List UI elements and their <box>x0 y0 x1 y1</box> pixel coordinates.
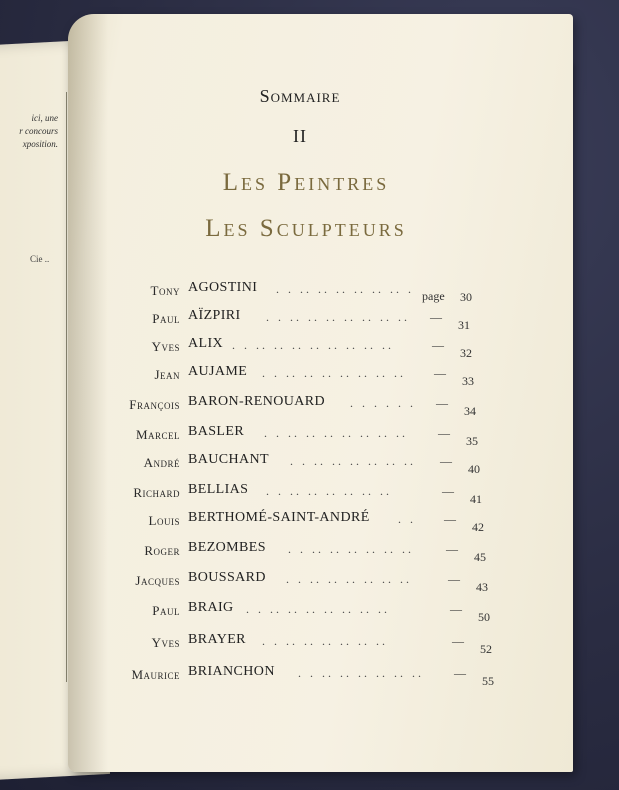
last-name: BASLER <box>188 424 245 439</box>
page-label: page <box>422 289 445 303</box>
list-item <box>0 632 619 654</box>
page-dash: — <box>430 310 442 324</box>
page-number: 32 <box>460 346 472 360</box>
page-dash: — <box>444 512 456 526</box>
page-dash: — <box>432 338 444 352</box>
gutter-shadow <box>68 14 108 772</box>
title-line-1: Les Peintres <box>222 169 390 196</box>
page-dash: — <box>436 396 448 410</box>
left-page-frame <box>0 92 67 682</box>
last-name: ALIX <box>188 336 224 351</box>
list-item <box>0 424 619 446</box>
leader-dots: . . .. .. .. .. .. .. .. .. <box>232 338 394 352</box>
page-dash: — <box>452 634 464 648</box>
last-name: AUJAME <box>188 364 248 379</box>
first-name: Marcel <box>135 427 180 442</box>
first-name: Richard <box>133 485 180 500</box>
list-item <box>0 308 619 330</box>
list-item <box>0 540 619 562</box>
list-item <box>0 570 619 592</box>
section-number: II <box>293 126 307 146</box>
list-item <box>0 510 619 532</box>
last-name: BRAIG <box>188 600 234 615</box>
leader-dots: . . .. .. .. .. .. .. .. <box>264 426 408 440</box>
list-item <box>0 336 619 358</box>
page-dash: — <box>450 602 462 616</box>
left-page-fragment: Cie .. <box>30 254 50 264</box>
last-name: BRAYER <box>188 632 246 647</box>
page-dash: — <box>448 572 460 586</box>
last-name: BRIANCHON <box>188 664 275 679</box>
leader-dots: . . .. .. .. .. .. .. .. <box>246 602 390 616</box>
page-number: 50 <box>478 610 490 624</box>
first-name: Tony <box>150 283 180 298</box>
list-item <box>0 364 619 386</box>
leader-dots: . . .. .. .. .. .. .. <box>286 572 412 586</box>
leader-dots: . . .. .. .. .. .. .. <box>262 634 388 648</box>
sommaire-heading: Sommaire <box>259 86 341 106</box>
leader-dots: . . .. .. .. .. .. .. <box>266 484 392 498</box>
leader-dots: . . .. .. .. .. .. .. .. <box>262 366 406 380</box>
list-item <box>0 664 619 686</box>
last-name: BARON-RENOUARD <box>188 394 326 409</box>
leader-dots: . . .. .. .. .. .. .. .. <box>266 310 410 324</box>
last-name: BELLIAS <box>188 482 249 497</box>
page-dash: — <box>440 454 452 468</box>
page-dash: — <box>434 366 446 380</box>
title-line-2: Les Sculpteurs <box>205 215 407 242</box>
list-item <box>0 280 619 302</box>
list-item <box>0 452 619 474</box>
first-name: Jean <box>154 367 180 382</box>
page-dash: — <box>438 426 450 440</box>
first-name: François <box>129 397 180 412</box>
last-name: BOUSSARD <box>188 570 266 585</box>
page-number: 30 <box>460 290 472 304</box>
first-name: Louis <box>148 513 180 528</box>
leader-dots: . . . . . . <box>350 396 416 410</box>
page-number: 33 <box>462 374 474 388</box>
first-name: André <box>143 455 180 470</box>
page-number: 40 <box>468 462 480 476</box>
first-name: Yves <box>151 635 180 650</box>
page-dash: — <box>454 666 466 680</box>
first-name: Yves <box>151 339 180 354</box>
page-dash: — <box>442 484 454 498</box>
leader-dots: . . .. .. .. .. .. .. <box>288 542 414 556</box>
page-dash: — <box>446 542 458 556</box>
page-number: 45 <box>474 550 486 564</box>
list-item <box>0 482 619 504</box>
right-page <box>68 14 573 772</box>
last-name: AÏZPIRI <box>188 308 241 323</box>
list-item <box>0 394 619 416</box>
first-name: Maurice <box>131 667 180 682</box>
leader-dots: . . <box>398 512 416 526</box>
last-name: BERTHOMÉ-SAINT-ANDRÉ <box>188 510 370 525</box>
left-page-line: ici, une <box>31 113 58 123</box>
page-number: 55 <box>482 674 494 688</box>
first-name: Roger <box>144 543 180 558</box>
left-page-line: r concours <box>19 126 58 136</box>
last-name: BEZOMBES <box>188 540 266 555</box>
page-number: 35 <box>466 434 478 448</box>
page-number: 31 <box>458 318 470 332</box>
page-number: 43 <box>476 580 488 594</box>
page-number: 52 <box>480 642 492 656</box>
leader-dots: . . .. .. .. .. .. .. . <box>276 282 414 296</box>
first-name: Jacques <box>135 573 180 588</box>
leader-dots: . . .. .. .. .. .. .. <box>298 666 424 680</box>
left-page-line: xposition. <box>22 139 58 149</box>
list-item <box>0 600 619 622</box>
page-number: 41 <box>470 492 482 506</box>
first-name: Paul <box>152 311 180 326</box>
page-number: 34 <box>464 404 476 418</box>
last-name: AGOSTINI <box>188 280 258 295</box>
first-name: Paul <box>152 603 180 618</box>
leader-dots: . . .. .. .. .. .. .. <box>290 454 416 468</box>
page-number: 42 <box>472 520 484 534</box>
last-name: BAUCHANT <box>188 452 269 467</box>
